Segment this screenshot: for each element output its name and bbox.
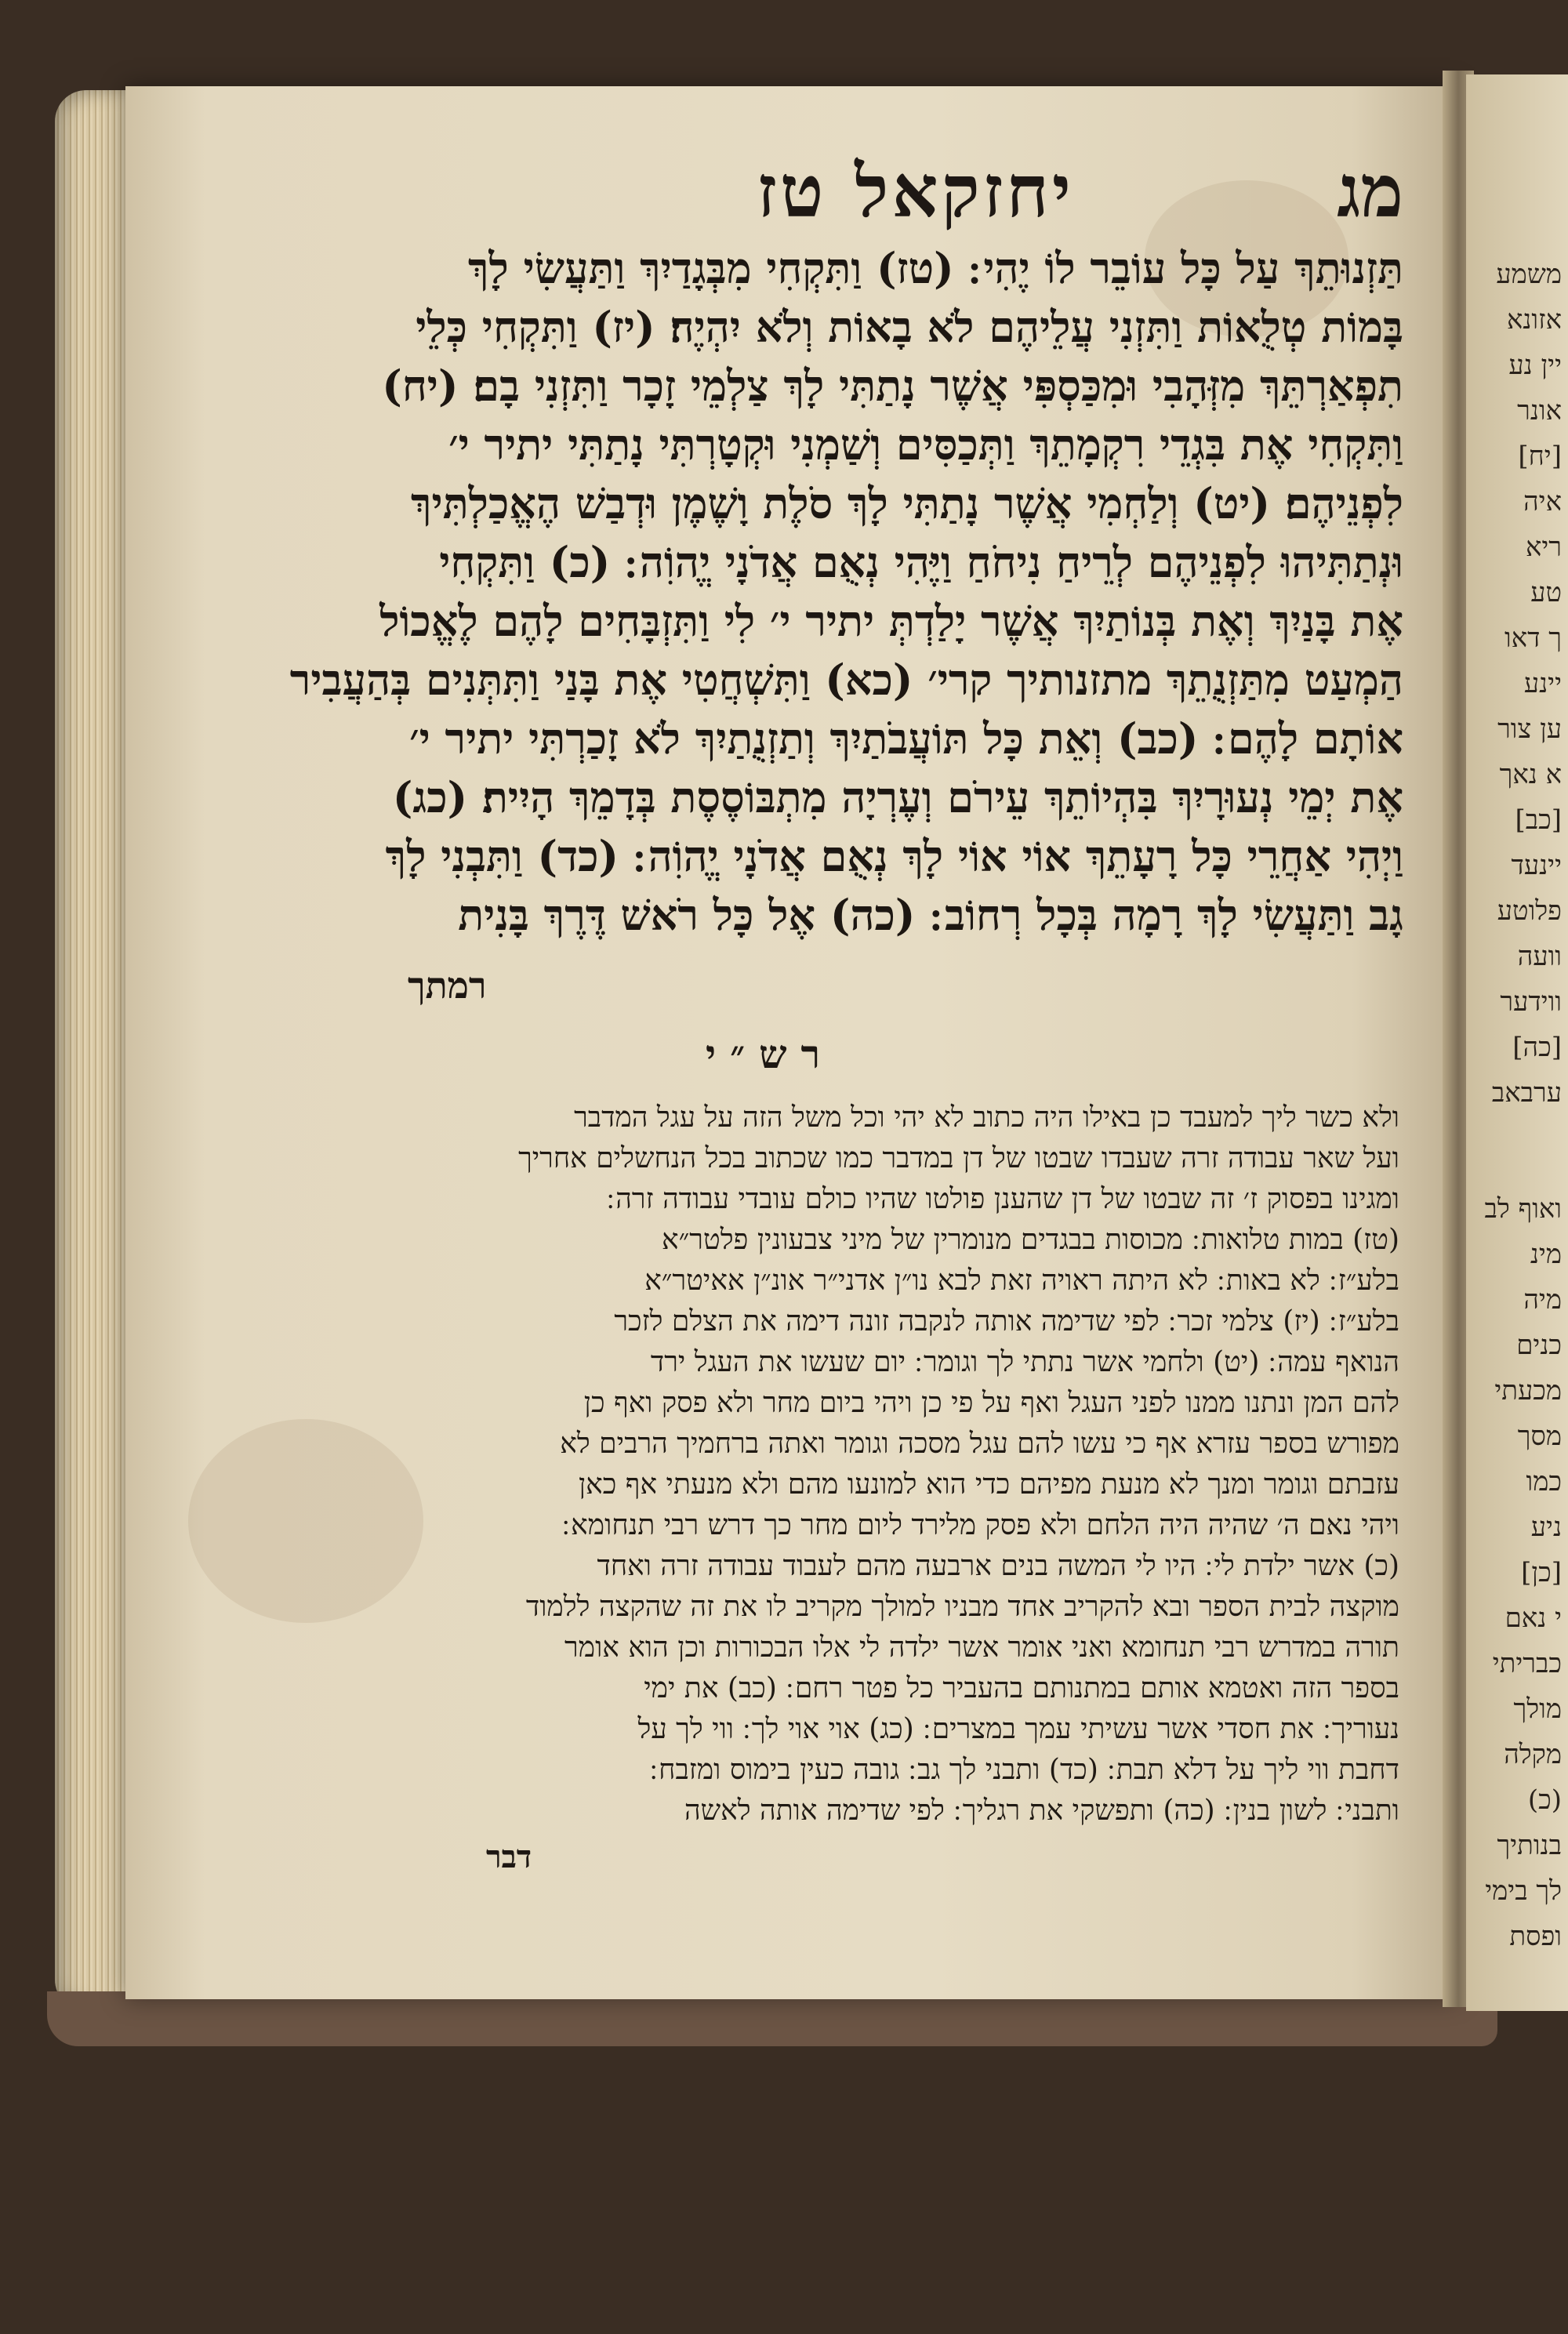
commentary-line: מוקצה לבית הספר ובא להקריב אחד מבניו למולך מקריב לו את זה שהקצה ללמוד <box>525 1591 1399 1623</box>
facing-page-line: [יח] <box>1518 441 1562 472</box>
facing-page-line: מכעתי <box>1494 1375 1562 1407</box>
rashi-heading: רש״י <box>706 1031 835 1077</box>
commentary-line: עזבתם וגומר ומנך לא מנעת מפיהם כדי הוא למונעו מהם ולא מנעתי אף כאן <box>578 1468 1399 1501</box>
facing-page-line: ואוף לב <box>1484 1193 1562 1225</box>
verse-line: אֶת בָּנַיִךְ וְאֶת בְּנוֹתַיִךְ אֲשֶׁר יָלַדְתְּ יתיר י׳ לִי וַתִּזְבָּחִים לָהֶם לֶאֱכוֹל <box>379 596 1403 646</box>
verse-line: וַיְהִי אַחֲרֵי כָּל רָעָתֵךְ אוֹי אוֹי לָךְ נְאֻם אֲדֹנָי יֱהוִֹה ׃ (כד) וַתִּבְנִי לָךְ <box>385 831 1403 881</box>
rashi-commentary <box>270 1098 1399 1831</box>
facing-page-line: משמע <box>1496 259 1562 290</box>
facing-page-line: [כב] <box>1515 804 1562 836</box>
commentary-line: מפורש בספר עזרא אף כי עשו להם עגל מסכה וגומר ואתה ברחמיך הרבים לא <box>560 1428 1399 1460</box>
commentary-line: ומגינו בפסוק ז׳ זה שבטו של דן שהענן פולטו שהיו כולם עובדי עבודה זרה ׃ <box>606 1183 1399 1215</box>
commentary-line: ותבני ׃ לשון בנין ׃ (כה) ותפשקי את רגליך ׃ לפי שדימה אותה לאשה <box>684 1795 1399 1827</box>
facing-page-line: איה <box>1523 486 1562 517</box>
commentary-line: נעוריך ׃ את חסדי אשר עשיתי עמך במצרים ׃ (כג) אוי אוי לך ׃ ווי לך על <box>637 1713 1399 1745</box>
facing-page-line: אזונא <box>1506 304 1562 336</box>
commentary-catchword: דבר <box>486 1839 532 1875</box>
facing-page-line: בנותיך <box>1497 1830 1562 1861</box>
facing-page-line: וועה <box>1517 941 1562 972</box>
facing-page-line: כבריתי <box>1492 1648 1562 1679</box>
verse-line: וּנְתַתִּיהוּ לִפְנֵיהֶם לְרֵיחַ נִיחֹחַ וַיֶּהִי נְאֻם אֲדֹנָי יֱהוִֹה ׃ (כ) וַתִּקְחִי <box>439 537 1403 587</box>
verse-line: לִפְנֵיהֶם׃ (יט) וְלַחְמִי אֲשֶׁר נָתַתִּי לָךְ סֹלֶת וָשֶׁמֶן וּדְבַשׁ הֶאֱכַלְתִּיךְ <box>411 478 1403 528</box>
facing-page-line: מינ <box>1530 1239 1562 1270</box>
facing-page-line: י נאם <box>1504 1603 1562 1634</box>
verse-line: גָב וַתַּעֲשִׂי לָךְ רָמָה בְּכָל רְחוֹב ׃ (כה) אֶל כָּל רֹאשׁ דֶּרֶךְ בָּנִית <box>458 890 1403 940</box>
facing-page-line: ופסת <box>1509 1921 1562 1952</box>
running-header <box>274 149 1403 235</box>
facing-page-line: מסך <box>1517 1421 1562 1452</box>
facing-page-line: מקלה <box>1504 1739 1562 1770</box>
commentary-line: ולא כשר ליך למעבד כן באילו היה כתוב לא יהי וכל משל הזה על עגל המדבר <box>574 1102 1399 1134</box>
facing-page <box>1466 74 1568 2011</box>
commentary-line: תורה במדרש רבי תנחומא ואני אומר אשר ילדה לי אלו הבכורות וכן הוא אומר <box>564 1632 1399 1664</box>
facing-page-line: יינע <box>1523 668 1562 699</box>
commentary-line: הנואף עמה ׃ (יט) ולחמי אשר נתתי לך וגומר ׃ יום שעשו את העגל ירד <box>650 1346 1399 1378</box>
verse-line: תַּזְנוּתֵךְ עַל כָּל עוֹבֵר לוֹ יֶהִי ׃ (טז) וַתִּקְחִי מִבְּגָדַיִךְ וַתַּעֲשִׂי לָךְ <box>467 243 1403 293</box>
scripture-text <box>282 239 1403 945</box>
commentary-line: דחבת ווי ליך על דלא תבת ׃ (כד) ותבני לך גב ׃ גובה כעין בימוס ומזבח ׃ <box>649 1754 1399 1786</box>
facing-page-line: מולך <box>1513 1693 1562 1725</box>
facing-page-line: כנים <box>1516 1330 1562 1361</box>
commentary-line: בספר הזה ואטמא אותם במתנותם בהעביר כל פטר רחם ׃ (כב) את ימי <box>644 1672 1399 1704</box>
verse-catchword: רמתך <box>408 964 487 1007</box>
facing-page-line: ך דאו <box>1504 623 1562 654</box>
facing-page-line: ען צור <box>1497 713 1562 745</box>
facing-page-line: יין נע <box>1508 350 1562 381</box>
facing-page-line: אונר <box>1517 395 1562 427</box>
facing-page-line: לך בימי <box>1485 1875 1562 1907</box>
facing-page-line: מיה <box>1523 1284 1562 1316</box>
verse-line: אוֹתָם לָהֶם ׃ (כב) וְאֵת כָּל תּוֹעֲבֹתַיִךְ וְתַזְנֻתַיִךְ לֹא זָכַרְתִּי יתיר י׳ <box>409 713 1403 764</box>
facing-page-line: ווידער <box>1500 986 1562 1018</box>
commentary-line: להם המן ונתנו ממנו לפני העגל ואף על פי כן ויהי ביום מחר ולא פסק ואף כן <box>583 1387 1399 1419</box>
commentary-line: ויהי נאם ה׳ שהיה היה הלחם ולא פסק מלירד ליום מחר כך דרש רבי תנחומא ׃ <box>561 1509 1399 1541</box>
verse-line: תִפְאַרְתֵּךְ מִזְּהָבִי וּמִכַּסְפִּי אֲשֶׁר נָתַתִּי לָךְ צַלְמֵי זָכָר וַתִּזְנִי בָם׃ (יח) <box>382 361 1403 411</box>
commentary-line: ועל שאר עבודה זרה שעבדו שבטו של דן במדבר כמו שכתוב בכל הנחשלים אחריך <box>518 1142 1399 1174</box>
commentary-line: בלע״ז ׃ (יז) צלמי זכר ׃ לפי שדימה אותה לנקבה זונה דימה את הצלם לזכר <box>614 1305 1399 1338</box>
book-cover <box>47 1991 1497 2046</box>
facing-page-line: טע <box>1530 577 1562 608</box>
verse-line: אֶת יְמֵי נְעוּרָיִךְ בִּהְיוֹתֵךְ עֵירֹם וְעֶרְיָה מִתְבּוֹסֶסֶת בְּדָמֵךְ הָיִית׃ (כג) <box>392 772 1403 822</box>
facing-page-line: (כ) <box>1527 1784 1562 1816</box>
commentary-line: בלע״ז ׃ לא באות ׃ לא היתה ראויה זאת לבא נו״ן אדני״ר אונ״ן אאיטר״א <box>644 1265 1399 1297</box>
verse-line: הַמְעַט מִתַּזְנֻתֵךְ מתזנותיך קרי׳ (כא) וַתִּשְׁחֲטִי אֶת בָּנַי וַתִּתְּנִים בְּהַעֲבִיר <box>289 655 1403 705</box>
facing-page-line: ניע <box>1530 1512 1562 1543</box>
commentary-line: (טז) במות טלואות ׃ מכוסות בבגדים מנומרין של מיני צבעונין פלטר״א <box>662 1224 1399 1256</box>
facing-page-line: ערבאב <box>1491 1077 1562 1109</box>
facing-page-line: פלוטע <box>1497 895 1562 927</box>
facing-page-line: [כה] <box>1512 1032 1562 1063</box>
verse-line: וַתִּקְחִי אֶת בִּגְדֵי רִקְמָתֵךְ וַתְּכַסִּים וְשַׁמְנִי וּקְטָרְתִּי נָתַתִּי יתיר י׳ <box>448 419 1403 470</box>
folio-number: מג <box>1337 149 1403 234</box>
facing-page-line: ריא <box>1525 532 1562 563</box>
verse-line: בָּמוֹת טְלֻאוֹת וַתִּזְנִי עֲלֵיהֶם לֹא בָאוֹת וְלֹא יִהְיֶה׃ (יז) וַתִּקְחִי כְּלֵי <box>416 302 1403 352</box>
facing-page-line: כמו <box>1526 1466 1562 1497</box>
commentary-line: (כ) אשר ילדת לי ׃ היו לי המשה בנים ארבעה מהם לעבוד עבודה זרה ואחד <box>597 1550 1399 1582</box>
page-title: יחזקאל טז <box>757 149 1074 234</box>
facing-page-line: [כן] <box>1521 1557 1562 1588</box>
facing-page-line: א נאך <box>1499 759 1562 790</box>
facing-page-line: יינעד <box>1511 850 1562 881</box>
